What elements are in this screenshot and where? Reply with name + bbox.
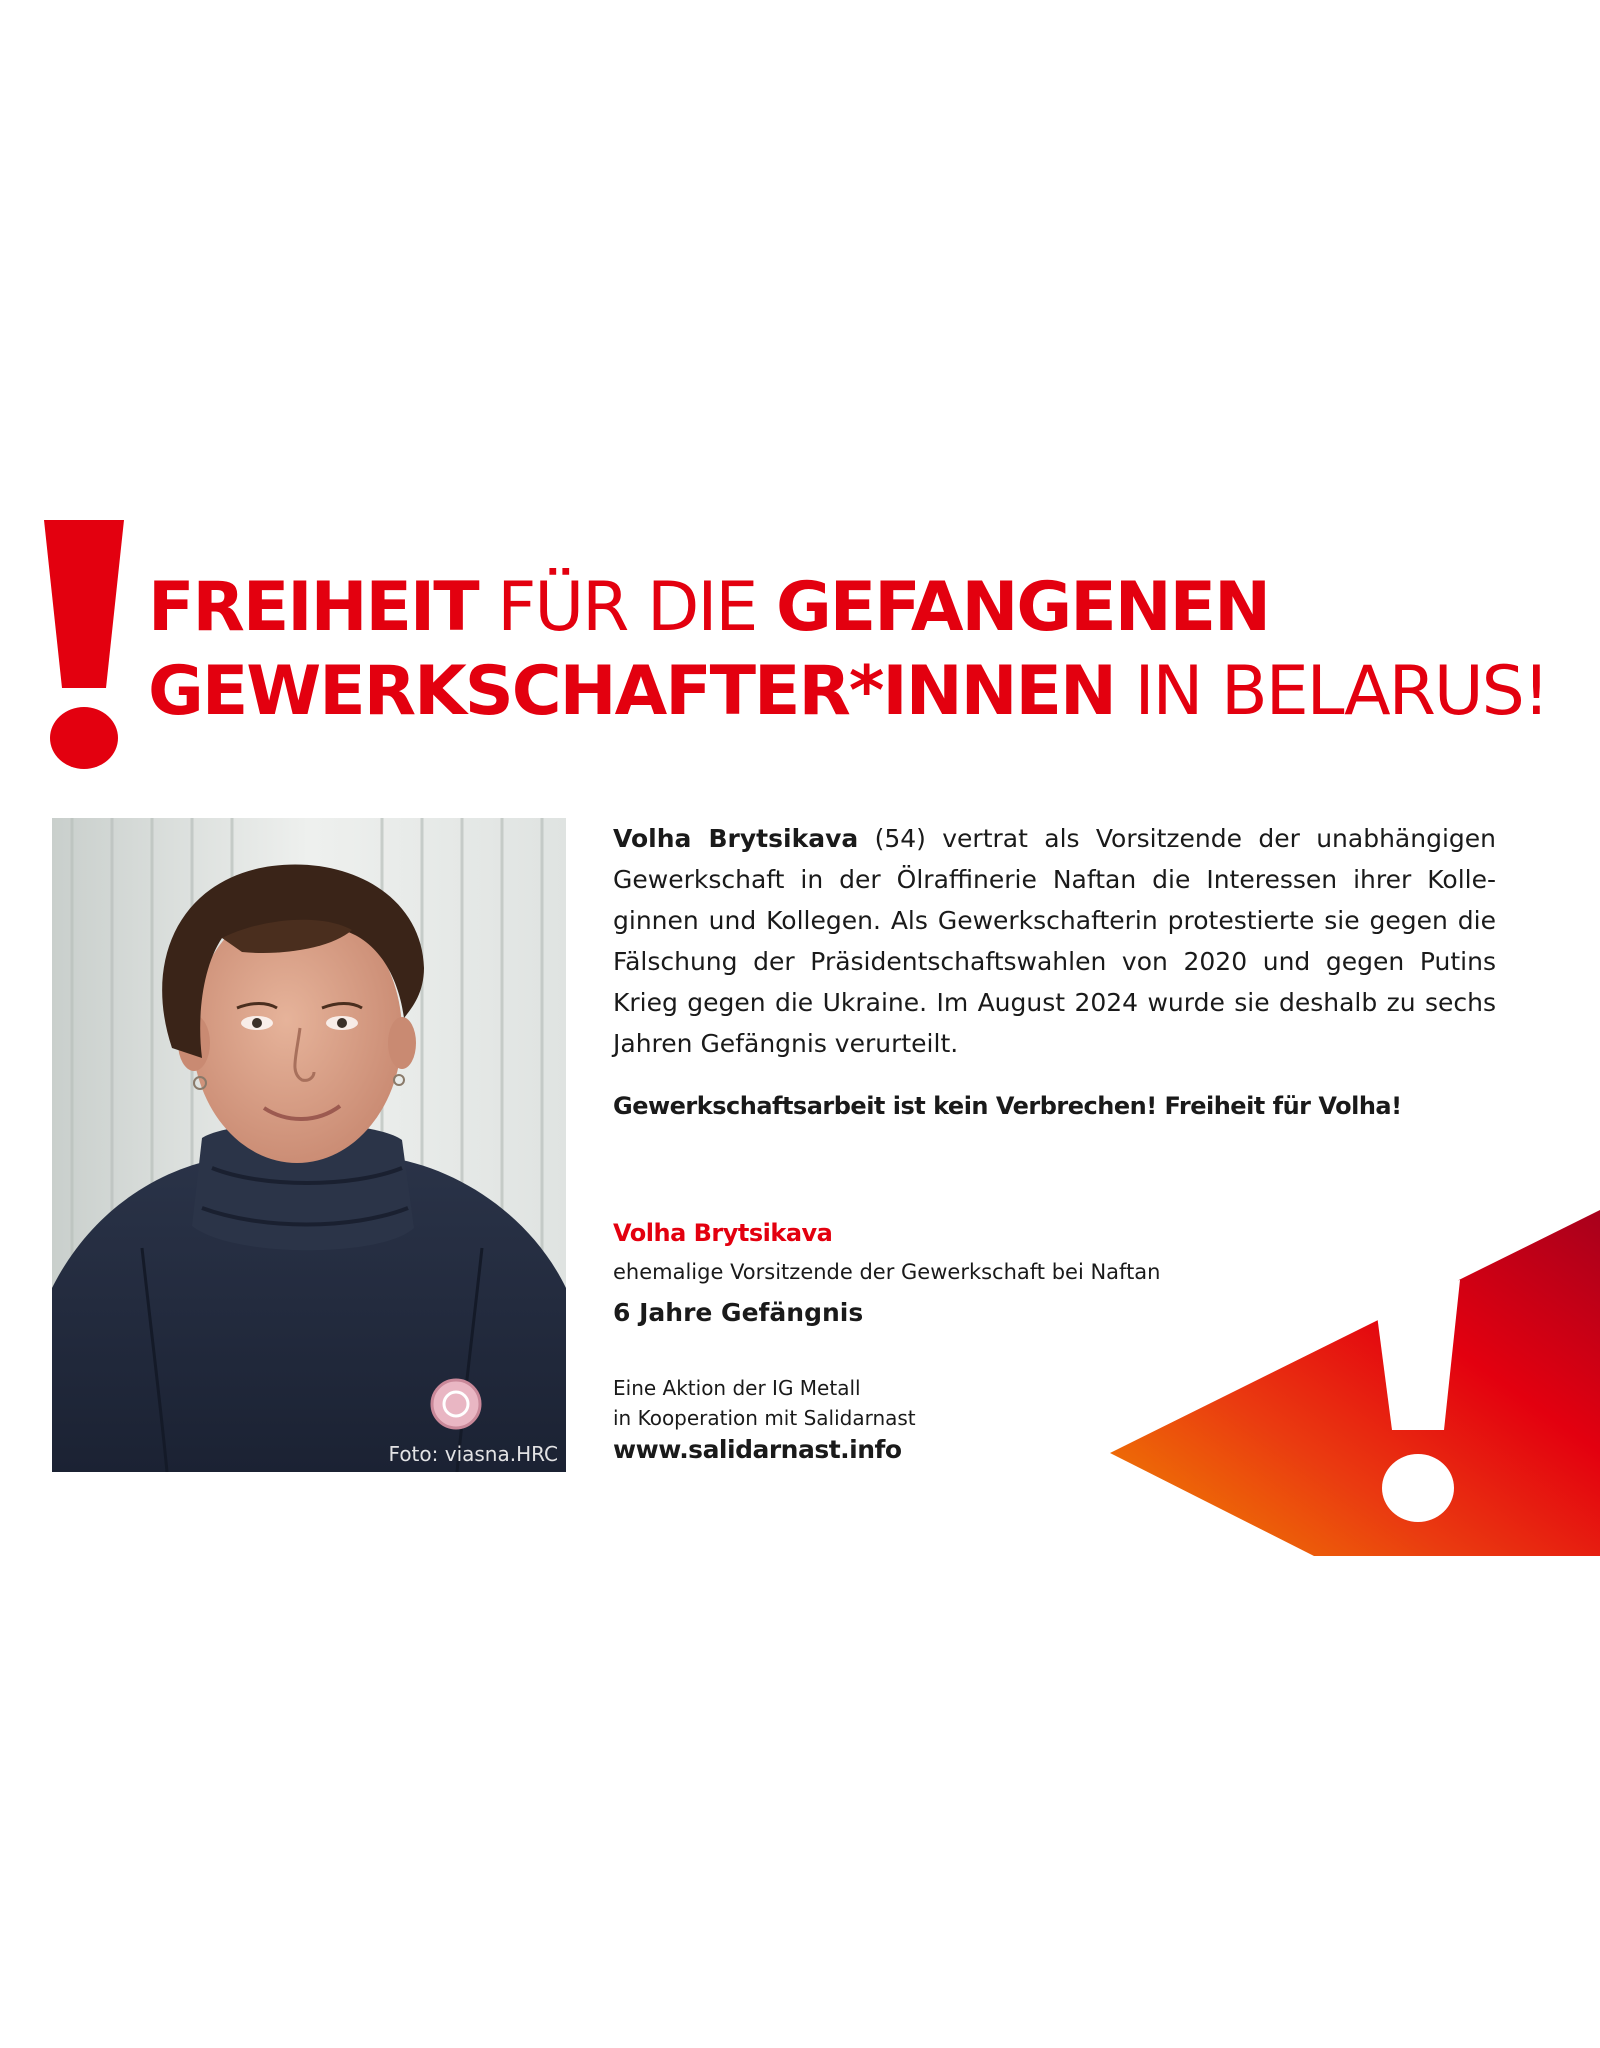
- headline-in-belarus: IN BELARUS!: [1114, 652, 1549, 731]
- body-paragraph: [613, 818, 1496, 1064]
- body-name: Volha Brytsikava: [613, 824, 859, 853]
- prisoner-role: ehemalige Vorsitzende der Gewerkschaft bei Naftan: [613, 1260, 1161, 1284]
- portrait-photo: [52, 818, 566, 1472]
- exclamation-mark-icon: [1110, 1210, 1600, 1560]
- headline-word-freiheit: FREIHEIT: [148, 568, 478, 647]
- campaign-credits: [613, 1373, 916, 1467]
- wedge-graphic: [1110, 1210, 1600, 1560]
- slogan: Gewerkschaftsarbeit ist kein Verbrechen! Freiheit für Volha!: [613, 1092, 1402, 1120]
- exclamation-mark-icon: [44, 520, 124, 770]
- headline-fuer-die: FÜR DIE: [477, 568, 776, 647]
- headline: [148, 566, 1568, 734]
- credit-line-2: in Kooperation mit Salidarnast: [613, 1406, 916, 1430]
- photo-credit: Foto: viasna.HRC: [388, 1442, 558, 1466]
- headline-word-gewerkschafter: GEWERKSCHAFTER*INNEN: [148, 652, 1115, 731]
- prison-sentence: 6 Jahre Gefängnis: [613, 1298, 864, 1327]
- headline-word-gefangenen: GEFANGENEN: [775, 568, 1269, 647]
- headline-line-2: [148, 650, 1568, 734]
- credit-line-1: Eine Aktion der IG Metall: [613, 1376, 861, 1400]
- headline-line-1: [148, 566, 1568, 650]
- body-text: (54) vertrat als Vorsitzende der unabhängigen Gewerkschaft in der Ölraffinerie Naftan die Interessen ihrer Kolle-ginnen und Kollegen. Als Gewerkschafterin protestierte sie gegen die Fälschung der Präsidentschaftswahlen von 2020 und gegen Putins Krieg gegen die Ukraine. Im August 2024 wurde sie deshalb zu sechs Jahren Gefängnis verurteilt.: [613, 824, 1496, 1058]
- prisoner-name: Volha Brytsikava: [613, 1219, 833, 1247]
- website-link[interactable]: www.salidarnast.info: [613, 1435, 902, 1464]
